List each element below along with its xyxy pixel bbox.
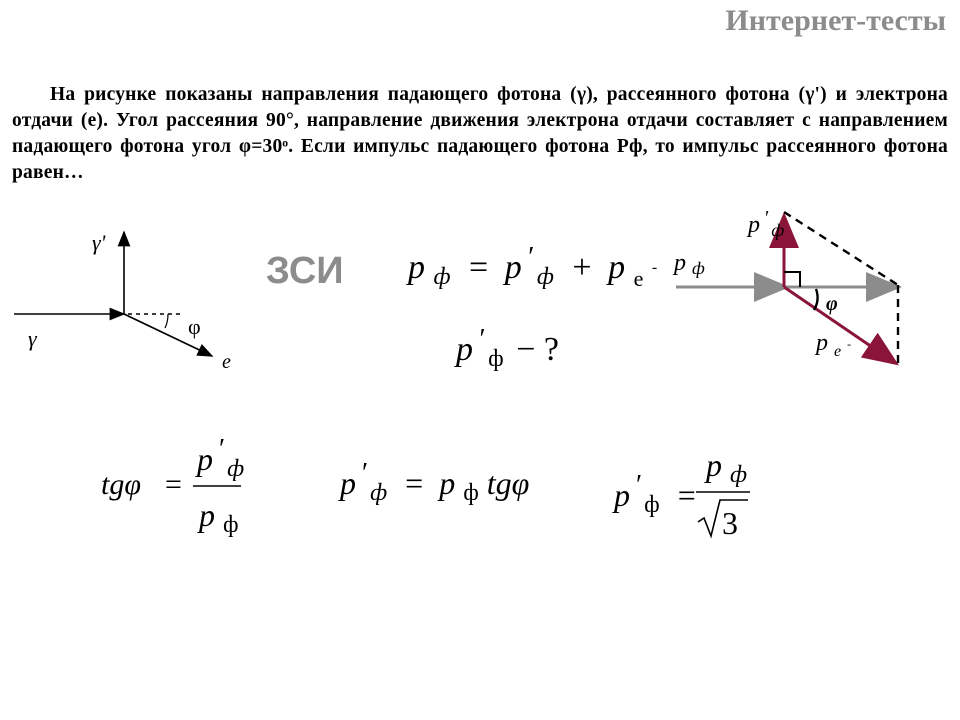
angle-arc (165, 314, 168, 328)
svg-text:p ′ ф = p: p ′ ф = p ф tgφ (340, 458, 530, 506)
svg-text:p ′ ф: p ′ ф (748, 207, 785, 240)
product-equation (330, 450, 530, 520)
problem-statement: На рисунке показаны направления падающего фотона (γ), рассеянного фотона (γ') и электрона отдачи (е). Угол рассеяния 90°, направление движения электрона отдачи составляет с направлением падающего фотона угол φ=30ᵒ. Если импульс падающего фотона Pф, то импульс рассеянного фотона равен… (12, 84, 948, 183)
svg-text:p ф = p ′: p ф = p ′ ф + p $_e$ - (408, 242, 658, 291)
result-equation (608, 440, 758, 550)
gamma-prime-label: γ' (92, 230, 106, 255)
right-angle-marker (784, 272, 800, 287)
zsi-label: ЗСИ (266, 250, 344, 292)
gamma-label: γ (28, 326, 37, 351)
conservation-equation (400, 238, 658, 298)
svg-text:p ′ ф =: p ′ ф = (614, 470, 696, 518)
phi-arc (814, 289, 818, 310)
svg-text:=: = (165, 468, 182, 501)
scattering-diagram (0, 220, 260, 380)
header-title: Интернет-тесты (725, 4, 946, 37)
svg-text:p ф: p ф (674, 250, 705, 278)
phi-label-right: φ (826, 293, 838, 315)
question-equation (450, 320, 570, 380)
svg-text:p ф: p ф (706, 447, 748, 488)
vector-diagram (660, 200, 930, 390)
svg-text:p ′ ф: p ′ ф (197, 434, 245, 482)
svg-text:p ф: p ф (199, 497, 239, 538)
svg-text:3: 3 (722, 505, 738, 541)
dashed-diagonal (784, 212, 898, 285)
svg-text:p e -: p $_e$ - (816, 330, 852, 360)
svg-text:p ′ ф − ?: p ′ ф − ? (456, 324, 559, 372)
tg-ratio-equation (95, 430, 270, 550)
phi-label: φ (188, 314, 201, 339)
svg-text:tgφ: tgφ (101, 468, 141, 501)
e-label: e (222, 351, 231, 373)
